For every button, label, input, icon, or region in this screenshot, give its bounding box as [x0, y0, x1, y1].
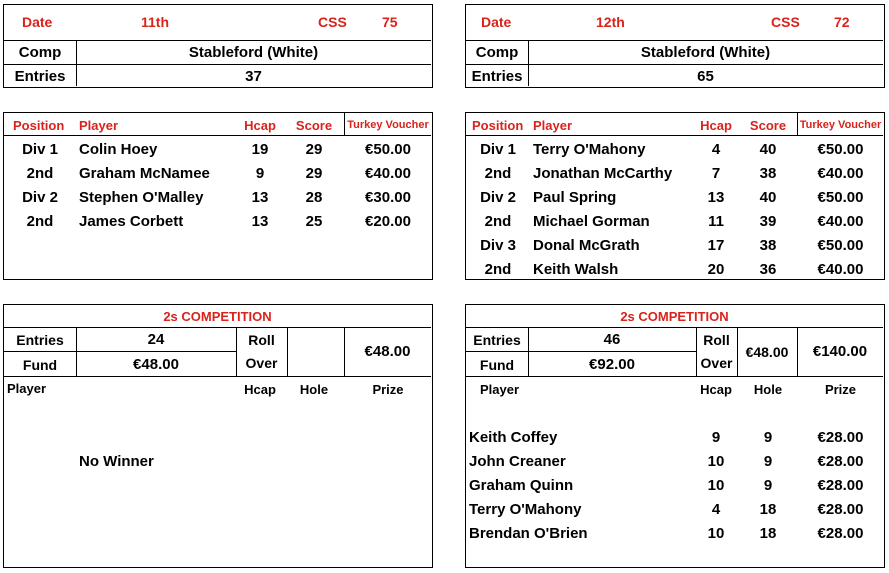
no-winner-text: No Winner	[79, 453, 154, 470]
hcap-cell: 7	[711, 165, 721, 182]
score-cell: 40	[759, 141, 777, 158]
entries-label: Entries	[471, 68, 523, 85]
twos-prize-header: Prize	[824, 382, 857, 397]
winner-player: Brendan O'Brien	[469, 525, 588, 542]
twos-title: 2s COMPETITION	[620, 309, 729, 324]
winner-hole: 18	[759, 501, 777, 518]
twos-title: 2s COMPETITION	[163, 309, 272, 324]
winner-hole: 9	[763, 429, 773, 446]
twos-total-value: €48.00	[364, 343, 411, 360]
hcap-cell: 20	[707, 261, 725, 278]
voucher-cell: €40.00	[817, 165, 864, 182]
hcap-cell: 9	[255, 165, 265, 182]
score-cell: 38	[759, 165, 777, 182]
twos-hole-header: Hole	[753, 382, 783, 397]
winner-hcap: 4	[711, 501, 721, 518]
comp-value: Stableford (White)	[188, 44, 319, 61]
twos-fund-label: Fund	[479, 357, 515, 373]
turkey-voucher-header: Turkey Voucher	[799, 119, 882, 131]
comp-value: Stableford (White)	[640, 44, 771, 61]
voucher-cell: €40.00	[817, 213, 864, 230]
score-cell: 40	[759, 189, 777, 206]
twos-fund-value: €48.00	[133, 356, 179, 373]
date-label: Date	[22, 14, 53, 30]
hcap-cell: 13	[251, 189, 269, 206]
player-cell: Donal McGrath	[533, 237, 640, 254]
twos-hcap-header: Hcap	[244, 382, 276, 397]
voucher-cell: €50.00	[365, 141, 411, 158]
winner-player: Keith Coffey	[469, 429, 558, 446]
voucher-cell: €50.00	[817, 189, 864, 206]
twos-entries-value: 46	[603, 331, 621, 348]
rollover-label-roll: Roll	[703, 332, 730, 348]
comp-label: Comp	[18, 44, 62, 61]
position-cell: 2nd	[484, 165, 512, 182]
twos-entries-value: 24	[147, 331, 165, 348]
score-cell: 39	[759, 213, 777, 230]
twos-prize-header: Prize	[372, 382, 404, 397]
right-results-box	[465, 112, 885, 280]
comp-label: Comp	[475, 44, 519, 61]
score-cell: 36	[759, 261, 777, 278]
score-cell: 29	[305, 141, 323, 158]
css-value: 72	[834, 14, 850, 30]
winner-hcap: 10	[707, 525, 725, 542]
date-label: Date	[481, 14, 512, 30]
player-cell: James Corbett	[79, 213, 184, 230]
position-cell: Div 1	[480, 141, 516, 158]
position-cell: Div 3	[480, 237, 516, 254]
position-cell: 2nd	[26, 165, 54, 182]
winner-hole: 9	[763, 453, 773, 470]
twos-player-header: Player	[7, 381, 47, 396]
score-cell: 25	[305, 213, 323, 230]
winner-hcap: 9	[711, 429, 721, 446]
hcap-header: Hcap	[244, 118, 276, 133]
rollover-label-over: Over	[700, 355, 733, 371]
player-cell: Jonathan McCarthy	[533, 165, 673, 182]
winner-prize: €28.00	[817, 477, 864, 494]
voucher-cell: €20.00	[365, 213, 411, 230]
winner-prize: €28.00	[817, 501, 864, 518]
left-twos-box	[3, 304, 433, 568]
twos-hole-header: Hole	[299, 382, 329, 397]
player-cell: Stephen O'Malley	[79, 189, 204, 206]
score-cell: 29	[305, 165, 323, 182]
winner-player: John Creaner	[469, 453, 566, 470]
player-cell: Colin Hoey	[79, 141, 158, 158]
hcap-cell: 19	[251, 141, 269, 158]
player-cell: Graham McNamee	[79, 165, 210, 182]
voucher-cell: €50.00	[817, 141, 864, 158]
winner-hcap: 10	[707, 453, 725, 470]
twos-total-value: €140.00	[812, 343, 868, 360]
date-value: 11th	[141, 14, 170, 30]
voucher-cell: €30.00	[365, 189, 411, 206]
winner-player: Terry O'Mahony	[469, 501, 582, 518]
turkey-voucher-header: Turkey Voucher	[347, 119, 429, 131]
left-results-box	[3, 112, 433, 280]
voucher-cell: €40.00	[817, 261, 864, 278]
winner-prize: €28.00	[817, 429, 864, 446]
twos-entries-label: Entries	[16, 332, 64, 348]
winner-player: Graham Quinn	[469, 477, 574, 494]
rollover-label-roll: Roll	[248, 332, 275, 348]
winner-prize: €28.00	[817, 453, 864, 470]
left-header-box	[3, 4, 433, 88]
score-header: Score	[749, 118, 787, 133]
hcap-cell: 17	[707, 237, 725, 254]
position-cell: 2nd	[26, 213, 54, 230]
position-cell: Div 2	[480, 189, 516, 206]
twos-player-header: Player	[480, 382, 520, 397]
hcap-cell: 4	[711, 141, 721, 158]
rollover-value: €48.00	[745, 344, 789, 360]
css-label: CSS	[318, 14, 347, 30]
position-header: Position	[472, 118, 524, 133]
voucher-cell: €40.00	[365, 165, 411, 182]
date-value: 12th	[596, 14, 625, 30]
twos-hcap-header: Hcap	[700, 382, 732, 397]
winner-hole: 9	[763, 477, 773, 494]
css-label: CSS	[771, 14, 800, 30]
score-header: Score	[295, 118, 333, 133]
player-header: Player	[79, 118, 119, 133]
hcap-header: Hcap	[700, 118, 732, 133]
position-cell: Div 2	[22, 189, 58, 206]
player-cell: Paul Spring	[533, 189, 617, 206]
winner-hcap: 10	[707, 477, 725, 494]
player-cell: Keith Walsh	[533, 261, 619, 278]
entries-label: Entries	[14, 68, 66, 85]
twos-fund-value: €92.00	[589, 356, 635, 373]
player-cell: Michael Gorman	[533, 213, 650, 230]
position-cell: 2nd	[484, 261, 512, 278]
right-header-box	[465, 4, 885, 88]
hcap-cell: 11	[708, 213, 724, 230]
hcap-cell: 13	[707, 189, 725, 206]
entries-value: 65	[697, 68, 714, 85]
player-cell: Terry O'Mahony	[533, 141, 646, 158]
position-cell: Div 1	[22, 141, 58, 158]
position-header: Position	[13, 118, 65, 133]
twos-entries-label: Entries	[473, 332, 521, 348]
voucher-cell: €50.00	[817, 237, 864, 254]
position-cell: 2nd	[484, 213, 512, 230]
entries-value: 37	[245, 68, 262, 85]
player-header: Player	[533, 118, 573, 133]
winner-hole: 18	[759, 525, 777, 542]
hcap-cell: 13	[251, 213, 269, 230]
winner-prize: €28.00	[817, 525, 864, 542]
score-cell: 38	[759, 237, 777, 254]
rollover-label-over: Over	[245, 355, 278, 371]
twos-fund-label: Fund	[22, 357, 58, 373]
right-twos-box	[465, 304, 885, 568]
css-value: 75	[382, 14, 398, 30]
score-cell: 28	[305, 189, 323, 206]
